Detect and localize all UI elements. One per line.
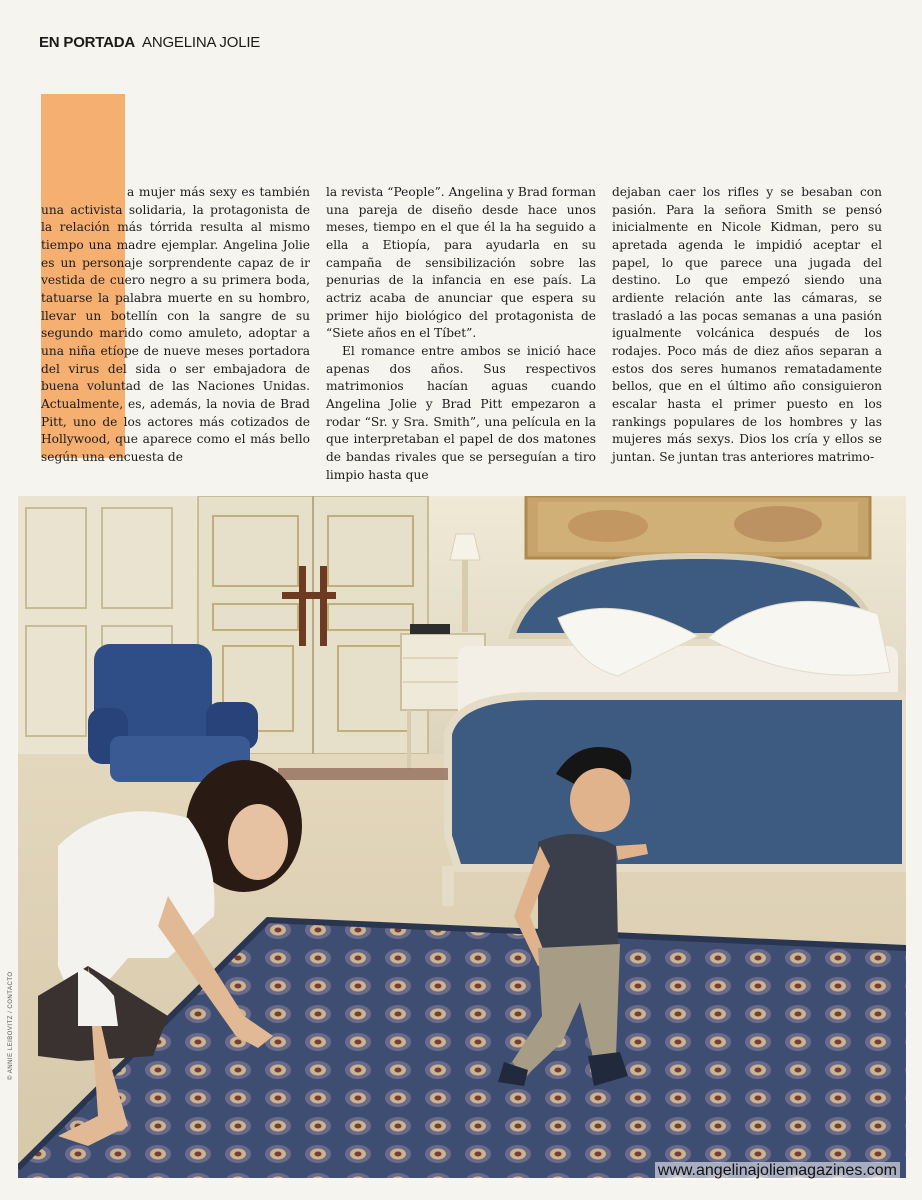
door-handle	[282, 592, 336, 599]
article-paragraph	[41, 184, 310, 467]
topic-label: ANGELINA JOLIE	[142, 34, 261, 51]
boy-face	[570, 768, 630, 832]
photo-credit: © ANNIE LEIBOVITZ / CONTACTO	[8, 971, 14, 1080]
article-column-3	[612, 184, 882, 467]
article-column-2	[326, 184, 596, 484]
woman-face	[228, 804, 288, 880]
paragraph-text: a mujer más sexy es también una activista solidaria, la protagonista de la relación más tórrida resulta al mismo tiempo una madre ejemplar. Angelina Jolie es un personaje sorprendente capaz de ir vestida de cuero negro a su primera boda, tatuarse la palabra muerte en su hombro, llevar un botellín con la sangre de su segundo marido como amuleto, adoptar a una niña etíope de nueve meses portadora del virus del sida o ser embajadora de buena voluntad de las Naciones Unidas. Actualmente, es, además, la novia de Brad Pitt, uno de los actores más cotizados de Hollywood, que aparece como el más bello según una encuesta de	[41, 185, 310, 464]
boy-shirt	[538, 834, 618, 952]
section-header	[39, 34, 260, 51]
website-watermark: www.angelinajoliemagazines.com	[655, 1162, 900, 1180]
bedroom-photo	[18, 496, 906, 1178]
article-paragraph: dejaban caer los rifles y se besaban con pasión. Para la señora Smith se pensó inicialmente en Nicole Kidman, pero su apretada agenda le impidió aceptar el papel, lo que parece una jugada del destino. Lo que empezó siendo una ardiente relación ante las cámaras, se trasladó a las pocas semanas a una pasión igualmente volcánica después de los rodajes. Poco más de diez años separan a estos dos seres humanos rematadamente bellos, que en el último año consiguieron escalar hasta el primer puesto en los rankings populares de los hombres y las mujeres más sexys. Dios los cría y ellos se juntan. Se juntan tras anteriores matrimo-	[612, 185, 882, 464]
section-label: EN PORTADA	[39, 34, 136, 51]
bed-footboard	[448, 696, 906, 868]
article-column-1	[41, 184, 310, 467]
article-paragraph: la revista “People”. Angelina y Brad forman una pareja de diseño desde hace unos meses, tiempo en el que él la ha seguido a ella a Etiopía, para ayudarla en su campaña de sensibilización sobre las penurias de la infancia en ese país. La actriz acaba de anunciar que espera su primer hijo biológico del protagonista de “Siete años en el Tíbet”.	[326, 185, 596, 341]
photo-illustration	[18, 496, 906, 1178]
article-paragraph: El romance entre ambos se inició hace apenas dos años. Sus respectivos matrimonios hacían aguas cuando Angelina Jolie y Brad Pitt empezaron a rodar “Sr. y Sra. Smith”, una película en la que interpretaban el papel de dos matones de bandas rivales que se perseguían a tiro limpio hasta que	[326, 343, 596, 482]
